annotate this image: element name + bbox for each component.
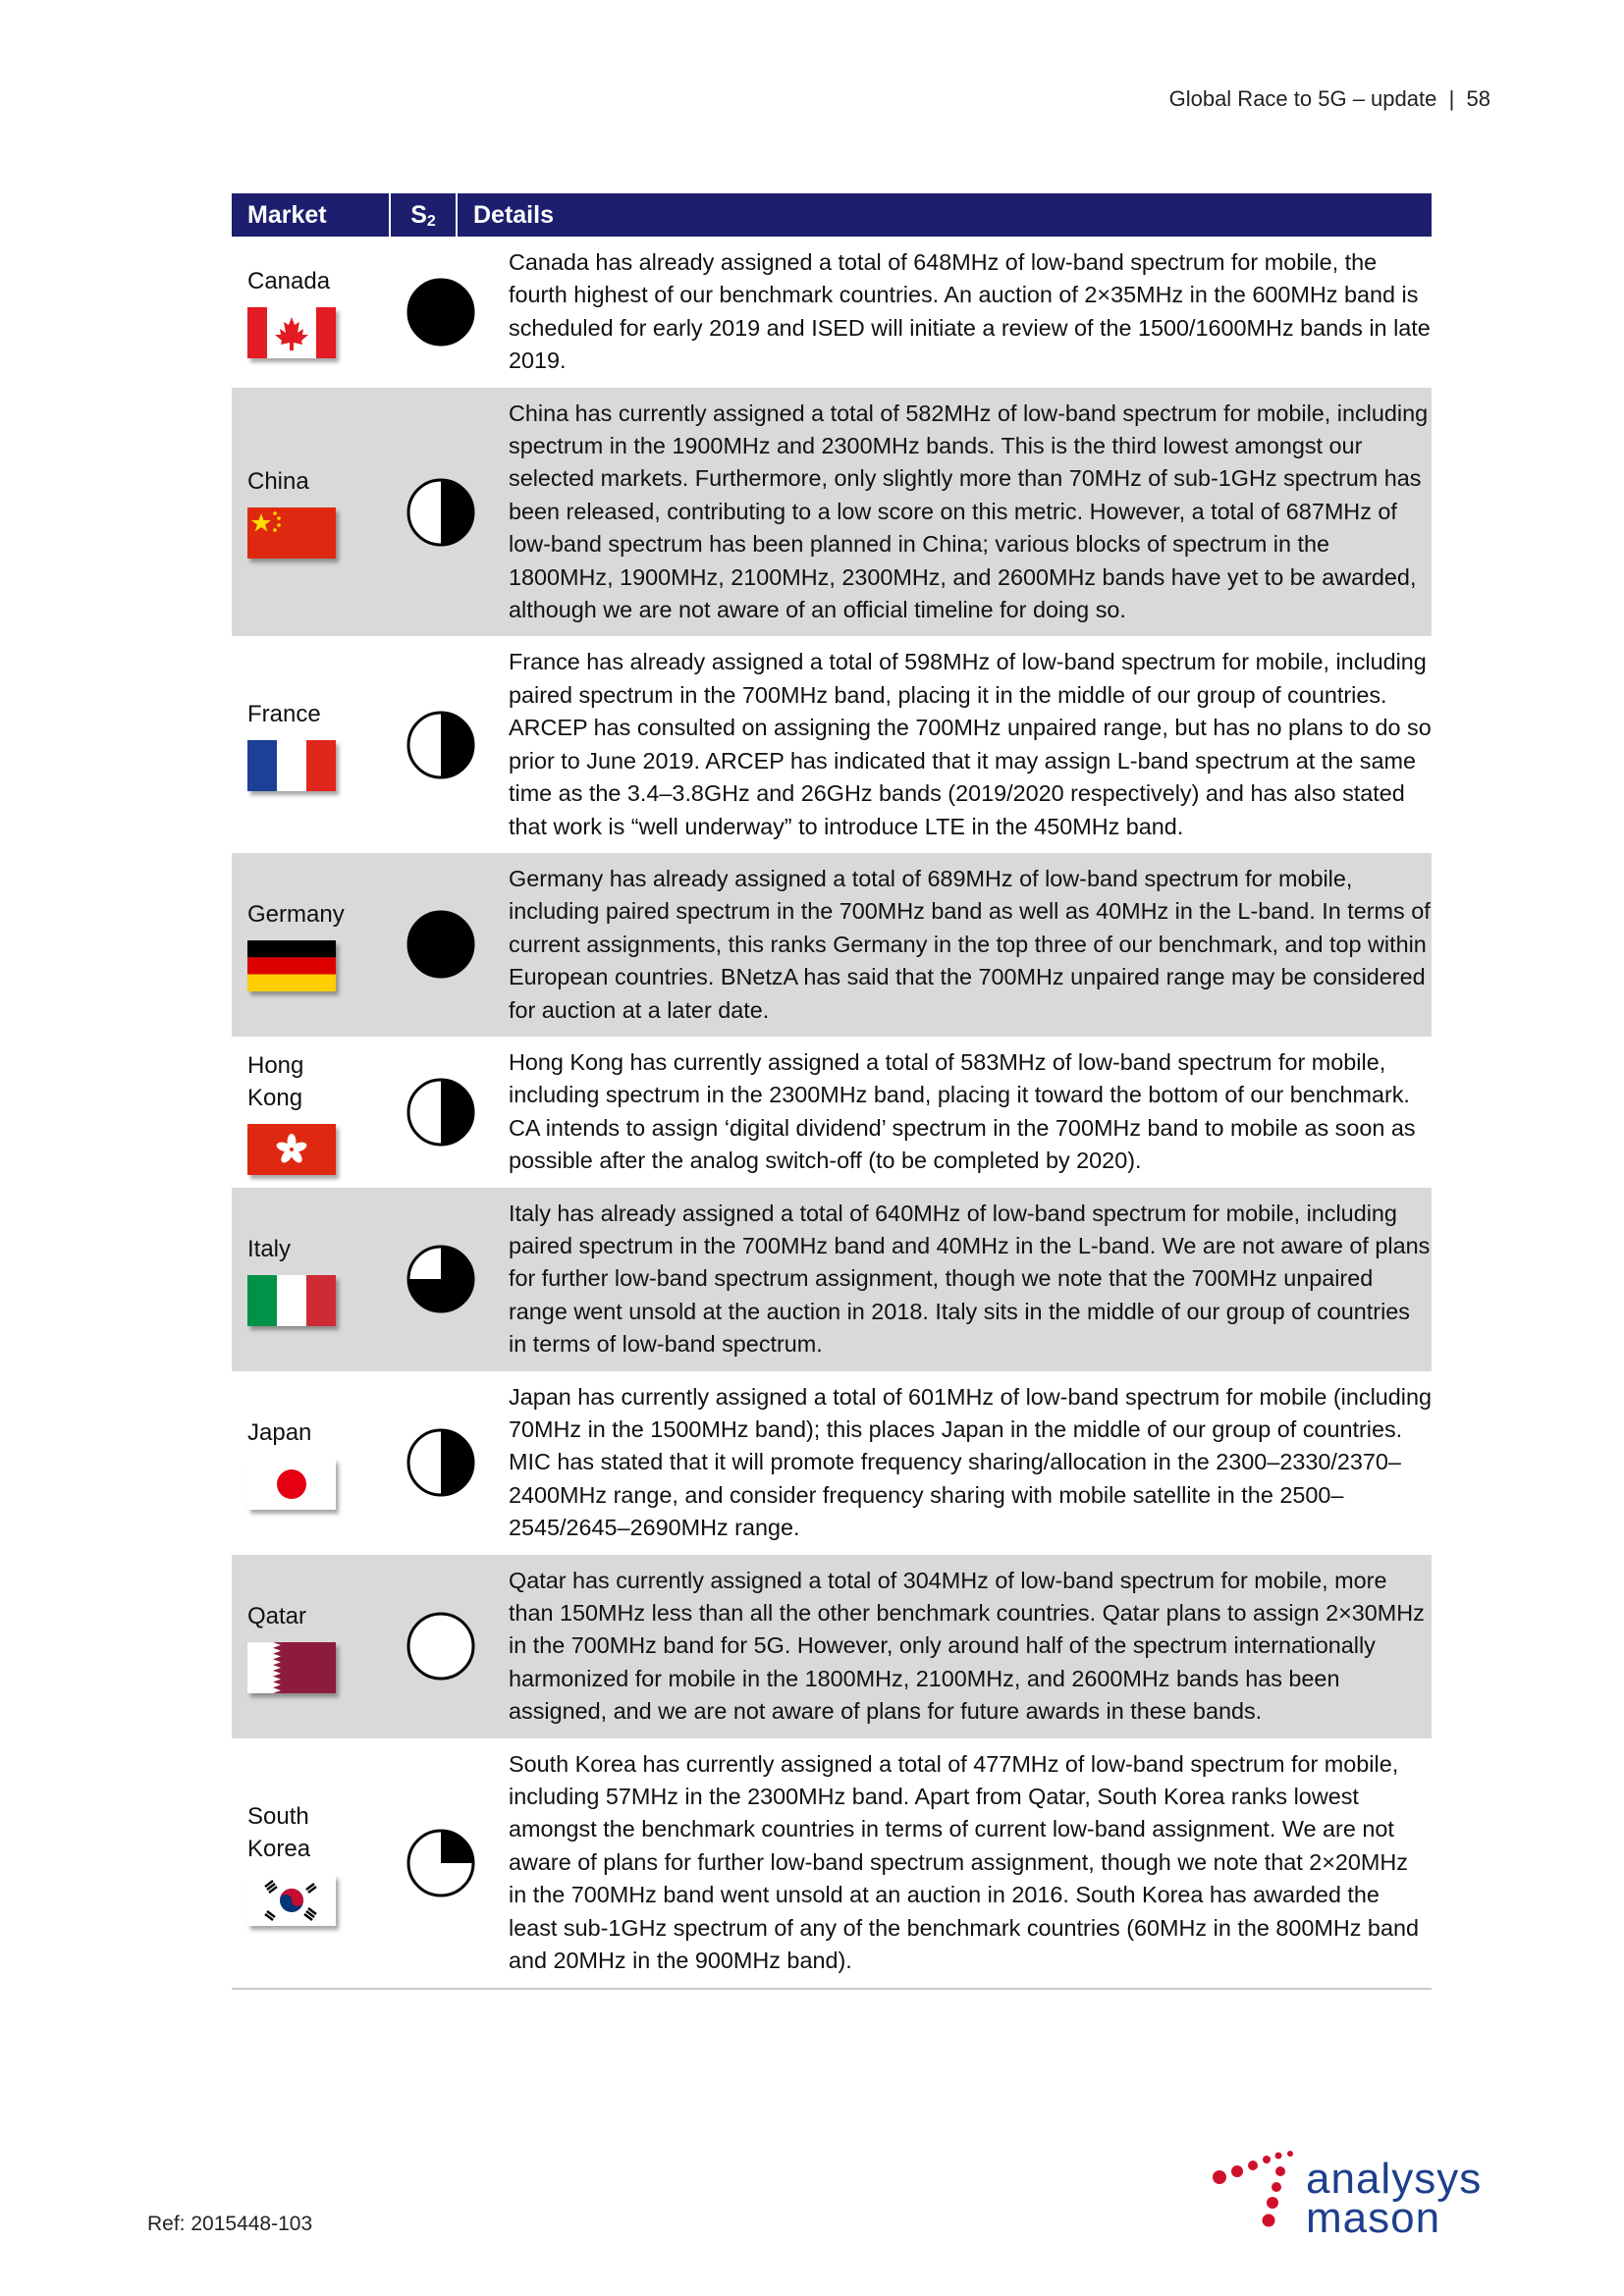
market-cell (232, 237, 389, 388)
market-name: Japan (247, 1418, 312, 1446)
market-name: Hong Kong (247, 1051, 304, 1111)
germany-flag (247, 940, 336, 991)
harvey-ball-half-icon (404, 708, 478, 782)
details-cell: Italy has already assigned a total of 640MHz of low-band spectrum for mobile, including paired spectrum in the 700MHz band and 40MHz in the L-band. We are not aware of plans for further low-band spectrum assignment, though we note that the 700MHz unpaired range went unsold at the auction in 2018. Italy sits in the middle of our group of countries in terms of low-band spectrum. (509, 1200, 1431, 1358)
italy-flag (247, 1275, 336, 1326)
harvey-ball-half-icon (404, 1075, 478, 1149)
page-number: 58 (1466, 86, 1490, 111)
score-cell (389, 1738, 493, 1988)
market-name: Germany (247, 900, 345, 928)
score-cell (389, 388, 493, 637)
qatar-flag (247, 1642, 336, 1693)
harvey-ball-three-quarter-icon (404, 1242, 478, 1316)
header-separator: | (1448, 86, 1455, 111)
column-header-score (389, 193, 458, 237)
logo-word-analysys: analysys (1306, 2155, 1483, 2203)
table-header (232, 193, 1432, 237)
analysys-mason-logo (1208, 2140, 1512, 2248)
score-cell (389, 237, 493, 388)
table-row (232, 1371, 1432, 1555)
canada-flag (247, 307, 336, 358)
market-cell (232, 1738, 389, 1988)
market-cell (232, 1555, 389, 1738)
market-name: France (247, 701, 321, 728)
details-cell: South Korea has currently assigned a total of 477MHz of low-band spectrum for mobile, including 57MHz in the 2300MHz band. Apart from Qatar, South Korea ranks lowest amongst the benchmark countries in terms of current low-band assignment. We are not aware of plans for further low-band spectrum assignment, though we note that 2×20MHz in the 700MHz band went unsold at an auction in 2016. South Korea has awarded the least sub-1GHz spectrum of any of the benchmark countries (60MHz in the 800MHz band and 20MHz in the 900MHz band). (509, 1750, 1419, 1974)
harvey-ball-half-icon (404, 1425, 478, 1500)
details-cell: Germany has already assigned a total of 689MHz of low-band spectrum for mobile, including paired spectrum in the 700MHz band as well as 40MHz in the L-band. In terms of current assignments, this ranks Germany in the top three of our benchmark, and top within European countries. BNetzA has said that the 700MHz unpaired range may be considered for auction at a later date. (509, 865, 1431, 1023)
table-row (232, 388, 1432, 637)
details-cell: France has already assigned a total of 598MHz of low-band spectrum for mobile, including paired spectrum in the 700MHz band, placing it in the middle of our group of countries. ARCEP has consulted on assigning the 700MHz unpaired range, but has no plans to do so prior to June 2019. ARCEP has indicated that it may assign L-band spectrum at the same time as the 3.4–3.8GHz and 26GHz bands (2019/2020 respectively) and has also stated that work is “well underway” to introduce LTE in the 450MHz band. (509, 649, 1432, 839)
harvey-ball-full-icon (404, 275, 478, 349)
table-row (232, 1555, 1432, 1738)
market-name: Canada (247, 268, 331, 295)
france-flag (247, 740, 336, 791)
details-cell: Japan has currently assigned a total of 601MHz of low-band spectrum for mobile (including 70MHz in the 1500MHz band); this places Japan in the middle of our group of countries. MIC has stated that it will promote frequency sharing/allocation in the 2300–2330/2370–2400MHz range, and consider frequency sharing with mobile satellite in the 2500–2545/2645–2690MHz range. (509, 1383, 1433, 1541)
harvey-ball-full-icon (404, 907, 478, 982)
market-name: China (247, 468, 309, 496)
market-name: South Korea (247, 1802, 311, 1862)
market-cell (232, 853, 389, 1037)
score-label: S (410, 201, 427, 229)
score-cell (389, 1371, 493, 1555)
market-name: Italy (247, 1235, 292, 1262)
details-cell: Canada has already assigned a total of 648MHz of low-band spectrum for mobile, the fourth highest of our benchmark countries. An auction of 2×35MHz in the 600MHz band is scheduled for early 2019 and ISED will initiate a review of the 1500/1600MHz bands in late 2019. (509, 249, 1431, 374)
logo-dots-icon (1208, 2140, 1306, 2248)
details-cell: Hong Kong has currently assigned a total of 583MHz of low-band spectrum for mobile, including spectrum in the 2300MHz band, placing it toward the bottom of our benchmark. CA intends to assign ‘digital dividend’ spectrum in the 700MHz band to mobile as soon as possible after the analog switch-off (to be completed by 2020). (509, 1048, 1416, 1174)
column-header-market: Market (247, 200, 327, 229)
score-cell (389, 1188, 493, 1371)
column-header-details: Details (473, 200, 554, 229)
details-cell: China has currently assigned a total of 582MHz of low-band spectrum for mobile, including spectrum in the 1900MHz and 2300MHz bands. This is the third lowest amongst our selected markets. Furthermore, only slightly more than 70MHz of sub-1GHz spectrum has been released, contributing to a low score on this metric. However, a total of 687MHz of low-band spectrum has been planned in China; various blocks of spectrum in the 1800MHz, 1900MHz, 2100MHz, 2300MHz, and 2600MHz bands have yet to be awarded, although we are not aware of an official timeline for doing so. (509, 400, 1429, 623)
south-korea-flag (247, 1875, 336, 1926)
details-cell: Qatar has currently assigned a total of 304MHz of low-band spectrum for mobile, more than 150MHz less than all the other benchmark countries. Qatar plans to assign 2×30MHz in the 700MHz band for 5G. However, only around half of the spectrum internationally harmonized for mobile in the 1800MHz, 2100MHz, and 2600MHz bands has been assigned, and we are not aware of plans for future awards in these bands. (509, 1567, 1425, 1725)
harvey-ball-half-icon (404, 475, 478, 550)
score-cell (389, 853, 493, 1037)
score-cell (389, 1555, 493, 1738)
table-bottom-rule (232, 1988, 1432, 1990)
harvey-ball-empty-icon (404, 1609, 478, 1683)
table-row (232, 636, 1432, 852)
market-cell (232, 388, 389, 637)
table-row (232, 1037, 1432, 1188)
logo-word-mason: mason (1306, 2194, 1441, 2242)
china-flag (247, 507, 336, 559)
page-header (1169, 86, 1490, 112)
table-body (232, 237, 1432, 1988)
score-cell (389, 636, 493, 852)
market-cell (232, 636, 389, 852)
table-row (232, 1738, 1432, 1988)
market-cell (232, 1188, 389, 1371)
japan-flag (247, 1459, 336, 1510)
market-name: Qatar (247, 1602, 307, 1629)
table-row (232, 853, 1432, 1037)
score-subscript: 2 (426, 213, 436, 230)
harvey-ball-quarter-icon (404, 1826, 478, 1900)
table-row (232, 237, 1432, 388)
document-reference: Ref: 2015448-103 (147, 2213, 313, 2235)
market-cell (232, 1037, 389, 1188)
market-cell (232, 1371, 389, 1555)
score-cell (389, 1037, 493, 1188)
table-row (232, 1188, 1432, 1371)
hong-kong-flag (247, 1124, 336, 1175)
document-title: Global Race to 5G – update (1168, 86, 1437, 111)
low-band-spectrum-table (232, 193, 1432, 1990)
